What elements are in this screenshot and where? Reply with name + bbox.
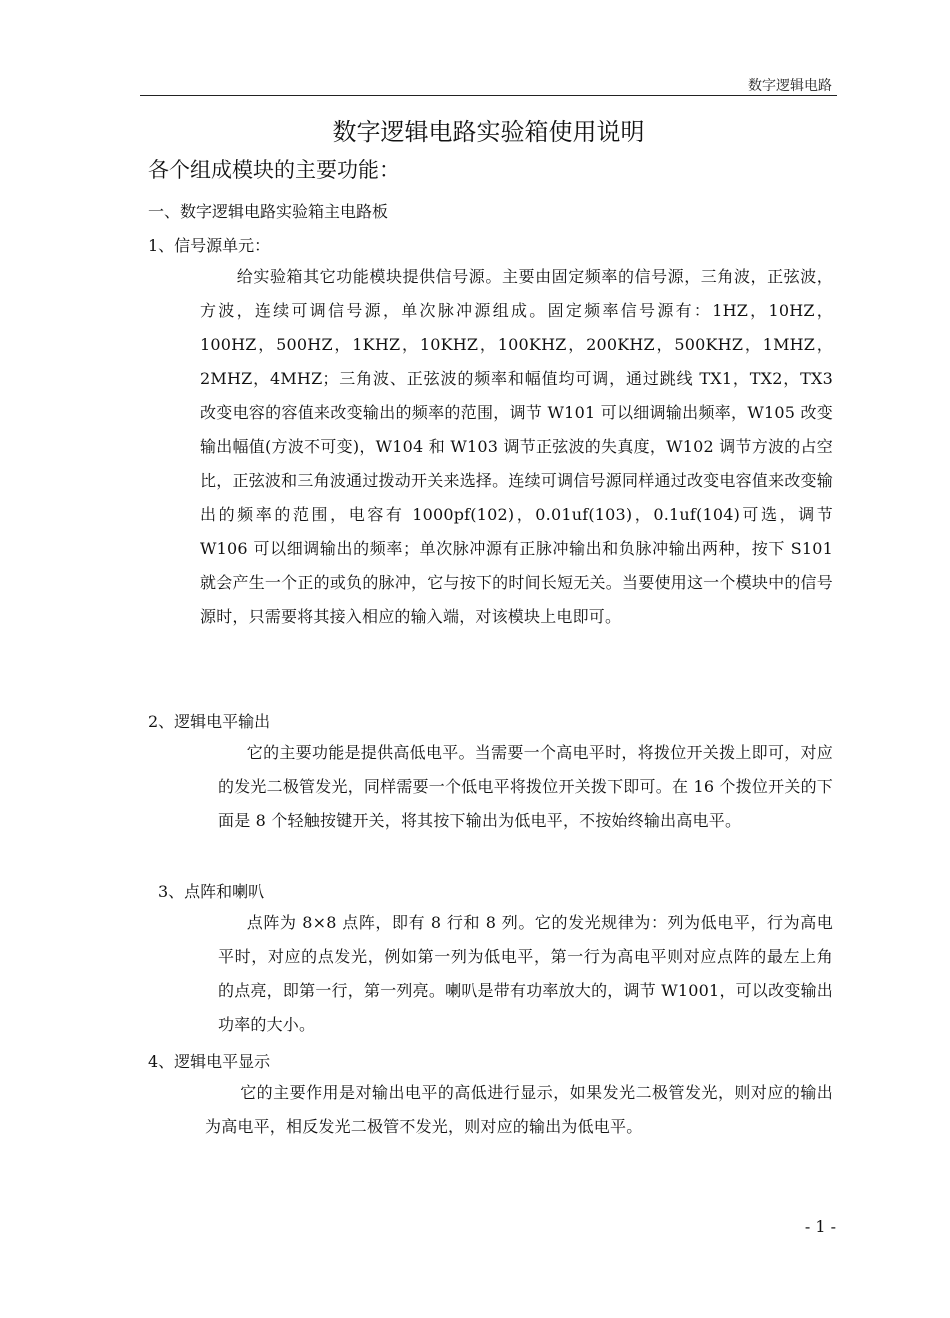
part-heading: 一、数字逻辑电路实验箱主电路板 xyxy=(148,202,389,221)
section-body-logic-level-display: 它的主要作用是对输出电平的高低进行显示，如果发光二极管发光，则对应的输出为高电平，相反发光二极管不发光，则对应的输出为低电平。 xyxy=(205,1083,833,1136)
section-heading-logic-level-display: 4、逻辑电平显示 xyxy=(148,1052,271,1071)
section-heading-signal-source: 1、信号源单元： xyxy=(148,236,271,255)
section-heading-logic-level-output: 2、逻辑电平输出 xyxy=(148,712,271,731)
document-title: 数字逻辑电路实验箱使用说明 xyxy=(332,118,645,146)
running-header: 数字逻辑电路 xyxy=(748,78,832,94)
section-body-dot-matrix-speaker: 点阵为 8×8 点阵，即有 8 行和 8 列。它的发光规律为：列为低电平，行为高电平时，对应的点发光，例如第一列为低电平，第一行为高电平则对应点阵的最左上角的点亮，即第一行，第一列亮。喇叭是带有功率放大的，调节 W1001，可以改变输出功率的大小。 xyxy=(218,913,833,1034)
section-body-logic-level-output: 它的主要功能是提供高低电平。当需要一个高电平时，将拨位开关拨上即可，对应的发光二极管发光，同样需要一个低电平将拨位开关拨下即可。在 16 个拨位开关的下面是 8 个轻触按键开关，将其按下输出为低电平，不按始终输出高电平。 xyxy=(218,743,833,830)
section-body-signal-source: 给实验箱其它功能模块提供信号源。主要由固定频率的信号源，三角波，正弦波，方波，连续可调信号源，单次脉冲源组成。固定频率信号源有：1HZ，10HZ，100HZ，500HZ，1KHZ，10KHZ，100KHZ，200KHZ，500KHZ，1MHZ，2MHZ，4MHZ；三角波、正弦波的频率和幅值均可调，通过跳线 TX1，TX2，TX3 改变电容的容值来改变输出的频率的范围，调节 W101 可以细调输出频率，W105 改变输出幅值(方波不可变)，W104 和 W103 调节正弦波的失真度，W102 调节方波的占空比，正弦波和三角波通过拨动开关来选择。连续可调信号源同样通过改变电容值来改变输出的频率的范围，电容有 1000pf(102)，0.01uf(103)，0.1uf(104)可选，调节 W106 可以细调输出的频率；单次脉冲源有正脉冲输出和负脉冲输出两种，按下 S101 就会产生一个正的或负的脉冲，它与按下的时间长短无关。当要使用这一个模块中的信号源时，只需要将其接入相应的输入端，对该模块上电即可。 xyxy=(200,267,833,626)
header-divider xyxy=(140,95,837,96)
document-subtitle: 各个组成模块的主要功能： xyxy=(148,158,400,182)
page-number: - 1 - xyxy=(804,1217,836,1236)
section-heading-dot-matrix-speaker: 3、点阵和喇叭 xyxy=(158,882,265,901)
